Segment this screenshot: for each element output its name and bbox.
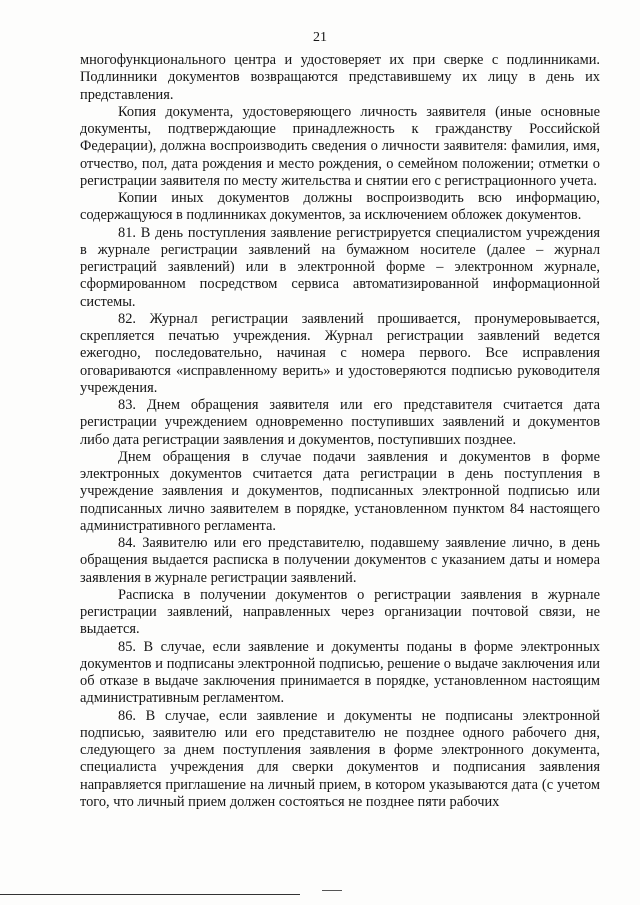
paragraph: Расписка в получении документов о регистрации заявления в журнале регистрации заявлений, направленных через организации почтовой связи, не выдается. bbox=[80, 586, 600, 638]
paragraph: Копии иных документов должны воспроизводить всю информацию, содержащуюся в подлинниках документов, за исключением обложек документов. bbox=[80, 190, 600, 224]
document-body bbox=[80, 52, 600, 811]
paragraph: 81. В день поступления заявление регистрируется специалистом учреждения в журнале регистрации заявлений на бумажном носителе (далее – журнал регистраций заявлений) или в электронной форме – электронном журнале, сформированном посредством сервиса автоматизированной информационной системы. bbox=[80, 224, 600, 310]
paragraph: Днем обращения в случае подачи заявления и документов в форме электронных документов считается дата регистрации в день поступления в учреждение заявления и документов, подписанных электронной подписью или подписанных лично заявителем в порядке, установленном пунктом 84 настоящего административного регламента. bbox=[80, 448, 600, 534]
footer-mark bbox=[322, 890, 342, 891]
paragraph: 86. В случае, если заявление и документы не подписаны электронной подписью, заявителю или его представителю не позднее одного рабочего дня, следующего за днем поступления заявления в форме электронного документа, специалиста учреждения для сверки документов и подписания заявления направляется приглашение на личный прием, в котором указываются дата (с учетом того, что личный прием должен состояться не позднее пяти рабочих bbox=[80, 707, 600, 810]
page-number: 21 bbox=[313, 30, 327, 45]
paragraph: многофункционального центра и удостоверяет их при сверке с подлинниками. Подлинники документов возвращаются представившему их лицу в день их представления. bbox=[80, 52, 600, 103]
footer-rule bbox=[0, 894, 300, 895]
paragraph: 82. Журнал регистрации заявлений прошивается, пронумеровывается, скрепляется печатью учреждения. Журнал регистрации заявлений ведется ежегодно, последовательно, начиная с номера первого. Все исправления оговариваются «исправленному верить» и удостоверяются подписью руководителя учреждения. bbox=[80, 310, 600, 396]
paragraph: Копия документа, удостоверяющего личность заявителя (иные основные документы, подтверждающие принадлежность к гражданству Российской Федерации), должна воспроизводить сведения о личности заявителя: фамилия, имя, отчество, пол, дата рождения и место рождения, о семейном положении; отметки о регистрации заявителя по месту жительства и снятии его с регистрационного учета. bbox=[80, 103, 600, 189]
paragraph: 84. Заявителю или его представителю, подавшему заявление лично, в день обращения выдается расписка в получении документов с указанием даты и номера заявления в журнале регистрации заявлений. bbox=[80, 535, 600, 586]
paragraph: 83. Днем обращения заявителя или его представителя считается дата регистрации учреждением одновременно поступивших заявлений и документов либо дата регистрации заявления и документов, поступивших позднее. bbox=[80, 397, 600, 448]
paragraph: 85. В случае, если заявление и документы поданы в форме электронных документов и подписаны электронной подписью, решение о выдаче заключения или об отказе в выдаче заключения принимается в порядке, установленном настоящим административным регламентом. bbox=[80, 638, 600, 707]
